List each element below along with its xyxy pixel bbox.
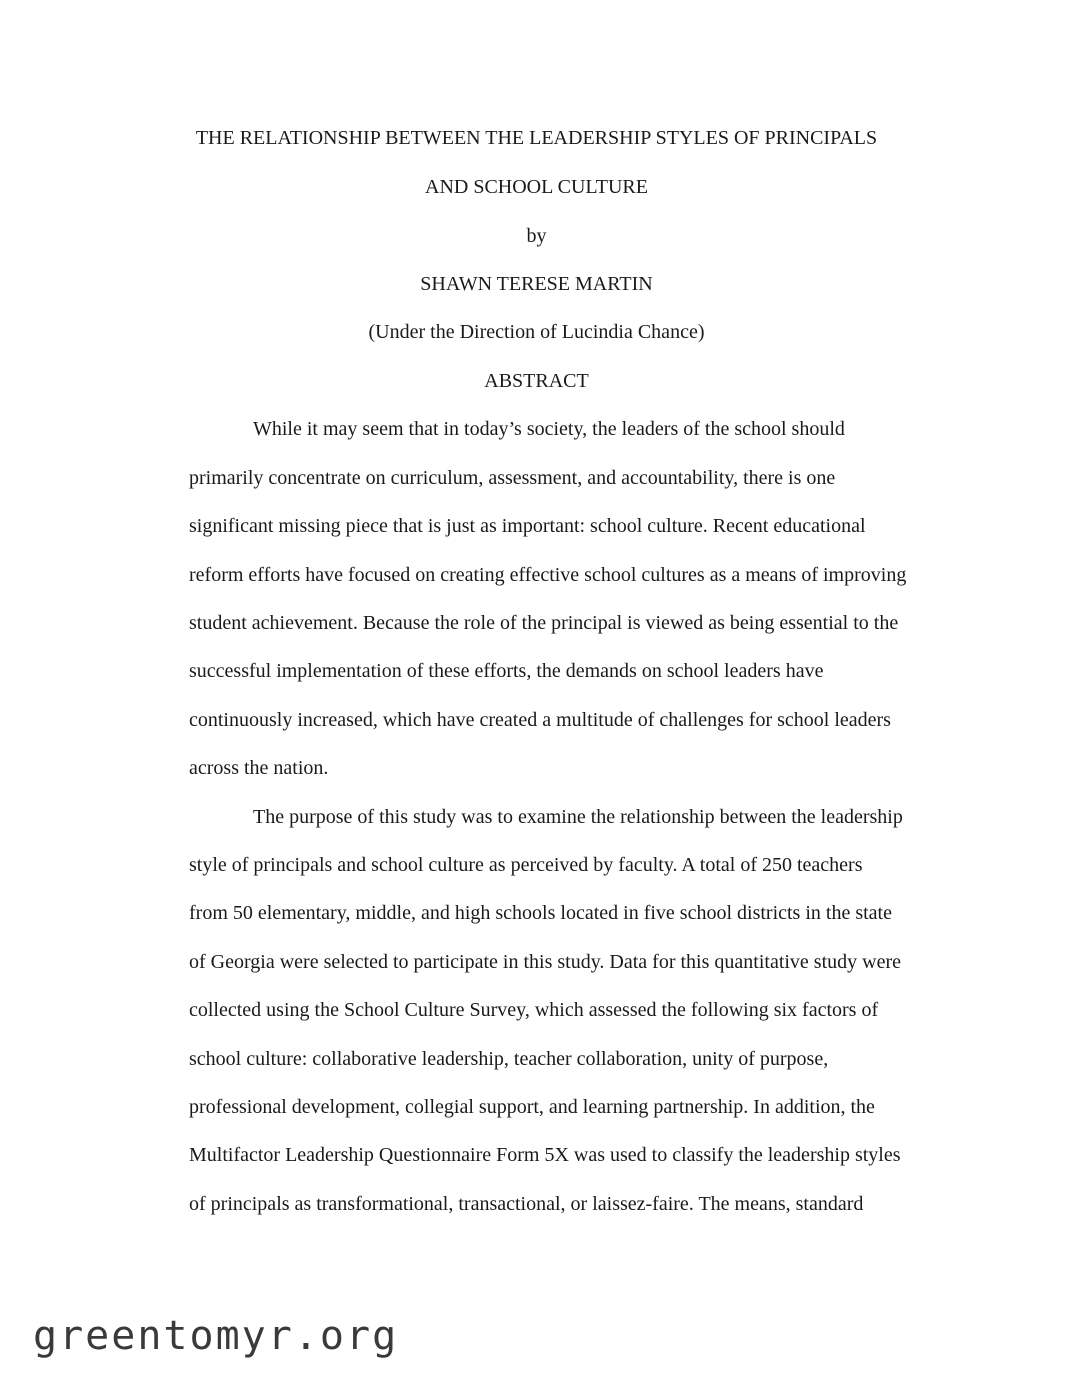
paragraph-line: of Georgia were selected to participate in this study. Data for this quantitative study were — [189, 951, 902, 973]
paragraph-line: across the nation. — [189, 757, 329, 779]
paragraph-line: student achievement. Because the role of the principal is viewed as being essential to the — [189, 612, 899, 634]
paragraph-line: successful implementation of these efforts, the demands on school leaders have — [189, 660, 824, 682]
direction-line: (Under the Direction of Lucindia Chance) — [368, 321, 705, 343]
paragraph-line: of principals as transformational, transactional, or laissez-faire. The means, standard — [189, 1193, 864, 1215]
paragraph-line: Multifactor Leadership Questionnaire Form 5X was used to classify the leadership styles — [189, 1144, 901, 1166]
paragraph-line: style of principals and school culture as perceived by faculty. A total of 250 teachers — [189, 854, 863, 876]
by-line: by — [526, 225, 547, 247]
title-line-1: THE RELATIONSHIP BETWEEN THE LEADERSHIP STYLES OF PRINCIPALS — [195, 127, 878, 149]
paragraph-line: significant missing piece that is just as important: school culture. Recent educational — [189, 515, 866, 537]
abstract-heading: ABSTRACT — [484, 370, 589, 392]
watermark-text: greentomyr.org — [33, 1313, 399, 1359]
paragraph-line: The purpose of this study was to examine the relationship between the leadership — [253, 806, 903, 828]
paragraph-line: reform efforts have focused on creating effective school cultures as a means of improving — [189, 564, 907, 586]
title-line-2: AND SCHOOL CULTURE — [425, 176, 648, 198]
paragraph-line: While it may seem that in today’s society, the leaders of the school should — [253, 418, 845, 440]
paragraph-line: primarily concentrate on curriculum, assessment, and accountability, there is one — [189, 467, 836, 489]
paragraph-line: school culture: collaborative leadership, teacher collaboration, unity of purpose, — [189, 1048, 829, 1070]
paragraph-line: collected using the School Culture Survey, which assessed the following six factors of — [189, 999, 879, 1021]
paragraph-line: continuously increased, which have created a multitude of challenges for school leaders — [189, 709, 891, 731]
paragraph-line: from 50 elementary, middle, and high schools located in five school districts in the state — [189, 902, 892, 924]
author-name: SHAWN TERESE MARTIN — [420, 273, 653, 295]
paragraph-line: professional development, collegial support, and learning partnership. In addition, the — [189, 1096, 875, 1118]
